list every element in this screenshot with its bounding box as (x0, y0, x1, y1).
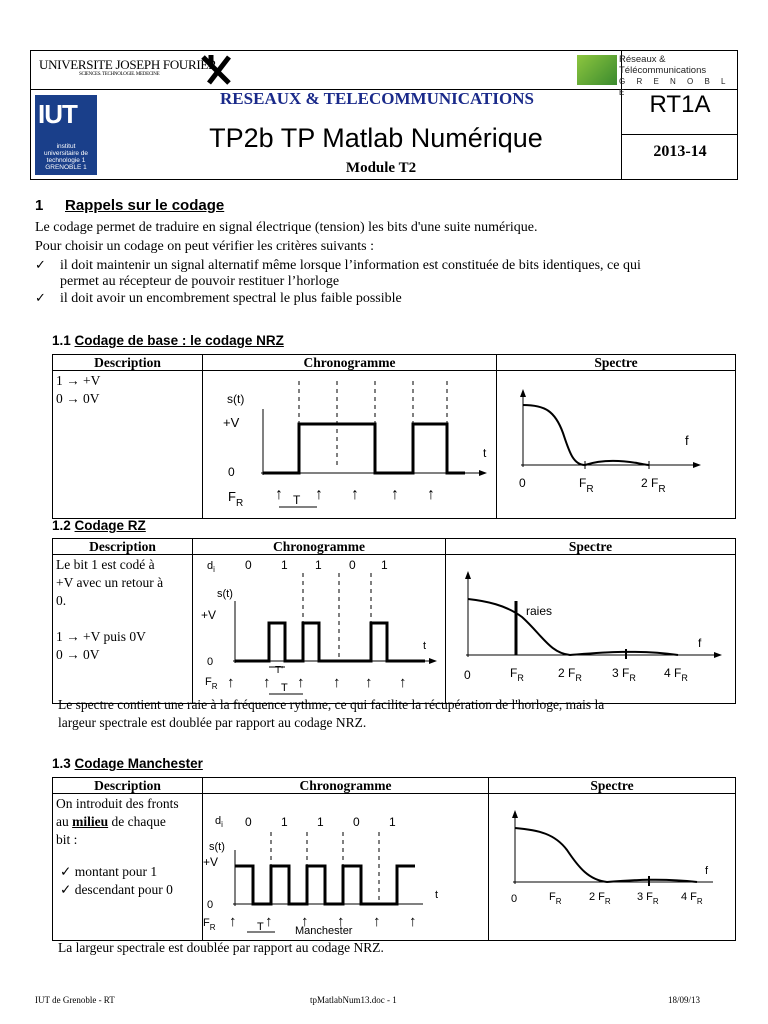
period-label: T (293, 493, 301, 507)
axis-arrow (714, 652, 722, 658)
manchester-label: Manchester (295, 925, 353, 935)
level-label: +V (201, 608, 217, 622)
column-header: Chronogramme (203, 355, 497, 371)
level-label: +V (223, 415, 240, 430)
axis-label: s(t) (209, 841, 225, 853)
bullet-text: il doit maintenir un signal alternatif même lorsque l’information est constituée de bits identiques, ce qui (60, 258, 641, 273)
column-header: Chronogramme (193, 539, 446, 555)
axis-label: f (698, 636, 702, 650)
bits-label: $d_i$ (215, 815, 223, 829)
footer-left: IUT de Grenoble - RT (35, 995, 115, 1005)
subsection-heading: 1.3 Codage Manchester (52, 756, 203, 771)
axis-label: t (483, 446, 487, 460)
rt-logo-icon (577, 55, 617, 85)
spectrum-cell (489, 794, 736, 941)
tick-label: 3 $F_R$ (637, 891, 659, 906)
checkmark-icon: ✓ (60, 882, 75, 897)
svg-text:0: 0 (353, 815, 360, 829)
ujf-logo (39, 57, 217, 77)
section-heading: 1 Rappels sur le codage (35, 197, 225, 214)
chronogram-cell (193, 555, 446, 704)
ujf-logo-text: UNIVERSITE JOSEPH FOURIER (39, 57, 217, 72)
ujf-logo-subtitle: SCIENCES. TECHNOLOGIE. MEDECINE (79, 72, 160, 77)
bit-values (245, 815, 396, 829)
department-title: RESEAUX & TELECOMMUNICATIONS (220, 89, 534, 108)
page-title: TP2b TP Matlab Numérique (209, 123, 543, 153)
description-cell: Le bit 1 est codé à +V avec un retour à 0. 1 → +V puis 0V 0 → 0V (53, 555, 193, 704)
svg-text:↑: ↑ (337, 913, 345, 930)
axis-label: s(t) (217, 588, 233, 600)
axis-label: t (435, 889, 439, 901)
axis-arrow (693, 462, 701, 468)
class-label: RT1A (649, 91, 711, 118)
paragraph: Pour choisir un codage on peut vérifier les critères suivants : (35, 239, 375, 254)
axis-arrow (465, 571, 471, 579)
axis-arrow (520, 389, 526, 397)
spectrum-curve (523, 405, 649, 465)
period-label: T (281, 682, 288, 694)
rt-logo: Réseaux & Télécommunications G R E N O B L E (619, 54, 730, 97)
level-label: 0 (207, 656, 214, 668)
nrz-table (52, 354, 736, 519)
period-label: T (257, 921, 264, 933)
bits-label: $d_i$ (207, 560, 215, 574)
bullet-text: permet au récepteur de pouvoir restituer l’horloge (60, 274, 340, 289)
description-cell: 1 → +V 0 → 0V (53, 371, 203, 519)
axis-arrow (512, 810, 518, 818)
column-header: Spectre (446, 539, 736, 555)
axis-label: f (705, 865, 709, 877)
chronogram-cell (203, 371, 497, 519)
nrz-chronogram (203, 371, 497, 513)
svg-text:↑: ↑ (229, 913, 237, 930)
nrz-signal (263, 424, 465, 473)
header-table (30, 50, 738, 180)
rz-table (52, 538, 736, 704)
column-header: Description (53, 778, 203, 794)
module-label: Module T2 (345, 160, 417, 176)
subsection-heading: 1.2 Codage RZ (52, 518, 146, 533)
spectrum-curve (468, 599, 678, 655)
tick-label: 0 (519, 476, 526, 490)
checkmark-icon: ✓ (35, 290, 46, 305)
checkmark-icon: ✓ (35, 257, 46, 272)
svg-text:↑: ↑ (265, 913, 273, 930)
clock-arrows (227, 674, 407, 691)
year-label: 2013-14 (653, 143, 707, 160)
level-label: +V (203, 855, 219, 869)
header-divider (621, 134, 737, 135)
manchester-signal (235, 866, 415, 904)
svg-text:0: 0 (349, 558, 356, 572)
manchester-chronogram (203, 794, 489, 935)
paragraph: largeur spectrale est doublée par rapport au codage NRZ. (58, 715, 367, 730)
svg-text:↑: ↑ (427, 486, 435, 503)
tick-label: $F_R$ (510, 666, 524, 683)
tick-label: 2 $F_R$ (641, 476, 666, 495)
rz-chronogram (193, 555, 446, 698)
column-header: Description (53, 355, 203, 371)
tick-label: 4 $F_R$ (681, 891, 703, 906)
svg-text:↑: ↑ (333, 674, 341, 691)
svg-text:0: 0 (245, 815, 252, 829)
footer-center: tpMatlabNum13.doc - 1 (310, 995, 397, 1005)
column-header: Spectre (489, 778, 736, 794)
clock-label: $F_R$ (203, 917, 216, 932)
axis-label: f (685, 433, 689, 448)
svg-text:↑: ↑ (351, 486, 359, 503)
ujf-emblem-icon (199, 53, 235, 87)
manchester-spectrum (489, 794, 736, 935)
checkmark-icon: ✓ (60, 864, 75, 879)
raies-label: raies (526, 604, 553, 618)
svg-text:↑: ↑ (275, 486, 283, 503)
bullet-text: il doit avoir un encombrement spectral le plus faible possible (60, 291, 402, 306)
iut-logo (35, 95, 97, 175)
svg-text:↑: ↑ (373, 913, 381, 930)
tick-label: 2 $F_R$ (558, 666, 582, 683)
description-cell: On introduit des fronts au milieu de chaque bit : ✓ montant pour 1 ✓ descendant pour 0 (53, 794, 203, 941)
column-header: Description (53, 539, 193, 555)
column-header: Spectre (497, 355, 736, 371)
clock-label: $F_R$ (228, 489, 244, 509)
svg-text:↑: ↑ (399, 674, 407, 691)
rz-signal (235, 623, 425, 661)
clock-label: $F_R$ (205, 676, 218, 691)
svg-text:↑: ↑ (315, 486, 323, 503)
tick-label: 0 (511, 893, 518, 905)
tick-label: 2 $F_R$ (589, 891, 611, 906)
spectrum-curve (515, 828, 697, 882)
svg-text:1: 1 (315, 558, 322, 572)
spectrum-cell (446, 555, 736, 704)
tick-label: 3 $F_R$ (612, 666, 636, 683)
axis-arrow (479, 470, 487, 476)
tick-label: 0 (464, 668, 471, 682)
iut-logo-text: IUT (38, 99, 77, 129)
svg-text:1: 1 (281, 815, 288, 829)
bit-values (245, 558, 388, 572)
axis-label: s(t) (227, 392, 245, 406)
svg-text:↑: ↑ (391, 486, 399, 503)
level-label: 0 (228, 465, 235, 479)
period-label: T' (275, 665, 284, 676)
svg-text:↑: ↑ (365, 674, 373, 691)
svg-text:1: 1 (317, 815, 324, 829)
chronogram-cell (203, 794, 489, 941)
svg-text:1: 1 (389, 815, 396, 829)
tick-label: 4 $F_R$ (664, 666, 688, 683)
svg-text:↑: ↑ (301, 913, 309, 930)
paragraph: Le codage permet de traduire en signal électrique (tension) les bits d'une suite numérique. (35, 220, 538, 235)
iut-logo-subtitle: institut universitaire de technologie 1 GRENOBLE 1 (43, 143, 89, 171)
svg-text:↑: ↑ (409, 913, 417, 930)
svg-text:1: 1 (381, 558, 388, 572)
svg-text:↑: ↑ (297, 674, 305, 691)
manchester-table (52, 777, 736, 941)
svg-text:1: 1 (281, 558, 288, 572)
paragraph: La largeur spectrale est doublée par rapport au codage NRZ. (58, 940, 384, 955)
spectrum-cell (497, 371, 736, 519)
tick-label: $F_R$ (579, 476, 594, 495)
footer-right: 18/09/13 (668, 995, 701, 1005)
column-header: Chronogramme (203, 778, 489, 794)
rz-spectrum (446, 555, 736, 698)
axis-arrow (429, 658, 437, 664)
level-label: 0 (207, 899, 214, 911)
nrz-spectrum (497, 371, 736, 513)
axis-label: t (423, 640, 427, 652)
tick-label: $F_R$ (549, 891, 562, 906)
paragraph: Le spectre contient une raie à la fréquence rythme, ce qui facilite la récupération de l'horloge, mais la (58, 697, 605, 712)
subsection-heading: 1.1 Codage de base : le codage NRZ (52, 333, 284, 348)
svg-text:↑: ↑ (227, 674, 235, 691)
svg-text:↑: ↑ (263, 674, 271, 691)
svg-text:0: 0 (245, 558, 252, 572)
